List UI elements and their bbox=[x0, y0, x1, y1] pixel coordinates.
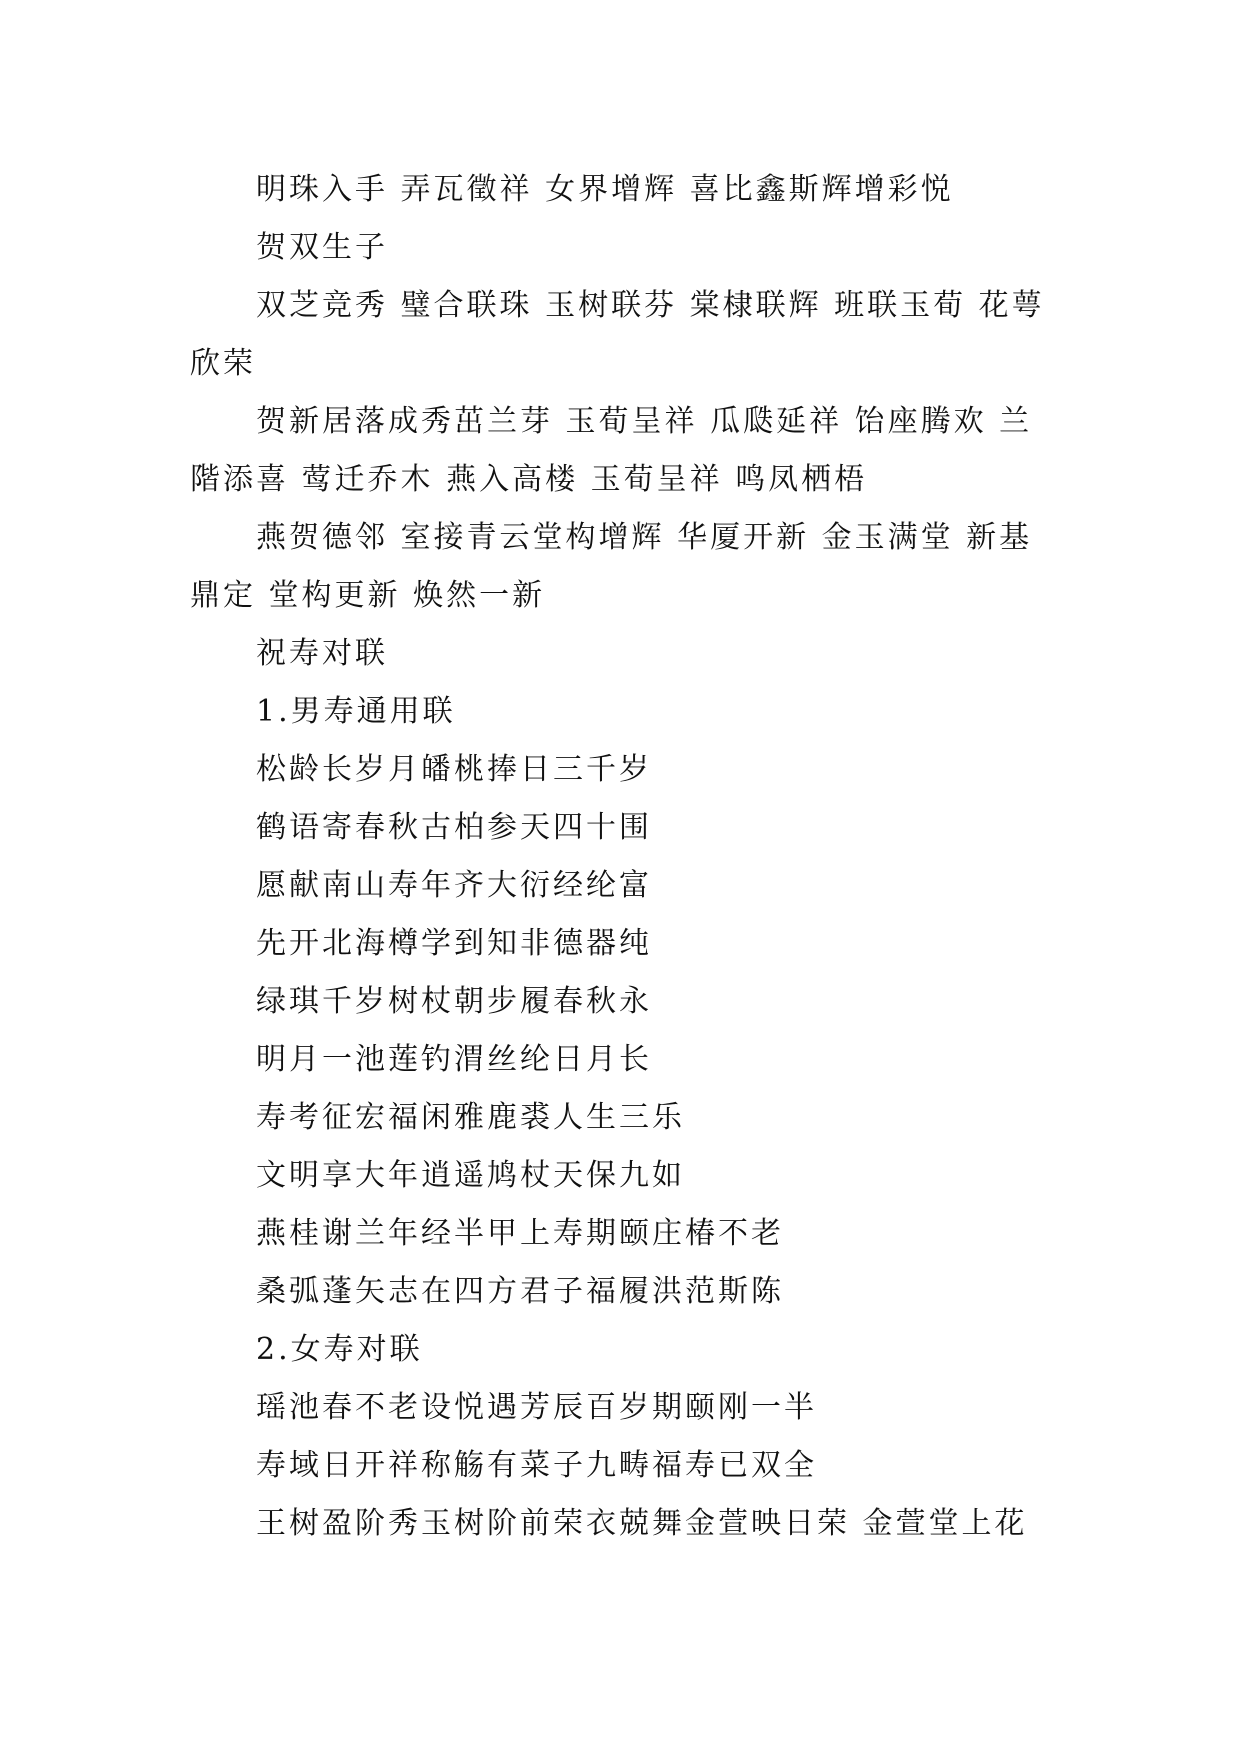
couplet-line: 鹤语寄春秋古柏参天四十围 bbox=[256, 810, 652, 845]
couplet-line: 愿献南山寿年齐大衍经纶富 bbox=[256, 868, 652, 903]
couplet-line: 绿琪千岁树杖朝步履春秋永 bbox=[256, 984, 652, 1019]
couplet-line: 明月一池莲钓渭丝纶日月长 bbox=[256, 1042, 652, 1077]
paragraph-5: 燕贺德邻 室接青云堂构增辉 华厦开新 金玉满堂 新基鼎定 堂构更新 焕然一新 bbox=[190, 520, 1033, 613]
couplet-line: 松龄长岁月皤桃捧日三千岁 bbox=[256, 752, 652, 787]
couplet-line: 桑弧蓬矢志在四方君子福履洪范斯陈 bbox=[256, 1274, 784, 1309]
couplet-line: 王树盈阶秀玉树阶前荣衣兢舞金萱映日荣 金萱堂上花 bbox=[256, 1506, 1028, 1541]
paragraph-3: 双芝竞秀 璧合联珠 玉树联芬 棠棣联辉 班联玉荀 花萼欣荣 bbox=[190, 288, 1045, 381]
couplet-line: 燕桂谢兰年经半甲上寿期颐庄椿不老 bbox=[256, 1216, 784, 1251]
section-heading-birthday-couplets: 祝寿对联 bbox=[256, 636, 388, 671]
paragraph-1: 明珠入手 弄瓦徵祥 女界增辉 喜比鑫斯辉增彩悦 bbox=[256, 172, 954, 207]
couplet-line: 先开北海樽学到知非德器纯 bbox=[256, 926, 652, 961]
couplet-line: 寿域日开祥称觞有菜子九畴福寿已双全 bbox=[256, 1448, 817, 1483]
paragraph-2: 贺双生子 bbox=[256, 230, 388, 265]
couplet-line: 文明享大年逍遥鸠杖天保九如 bbox=[256, 1158, 685, 1193]
document-body bbox=[190, 161, 1050, 1553]
couplet-line: 寿考征宏福闲雅鹿裘人生三乐 bbox=[256, 1100, 685, 1135]
couplet-line: 瑶池春不老设悦遇芳辰百岁期颐刚一半 bbox=[256, 1390, 817, 1425]
subheading-male-birthday: 1.男寿通用联 bbox=[256, 694, 456, 729]
paragraph-4: 贺新居落成秀茁兰芽 玉荀呈祥 瓜瓞延祥 饴座腾欢 兰階添喜 莺迁乔木 燕入高楼 玉荀呈祥 鸣凤栖梧 bbox=[190, 404, 1033, 497]
subheading-female-birthday: 2.女寿对联 bbox=[256, 1332, 423, 1367]
